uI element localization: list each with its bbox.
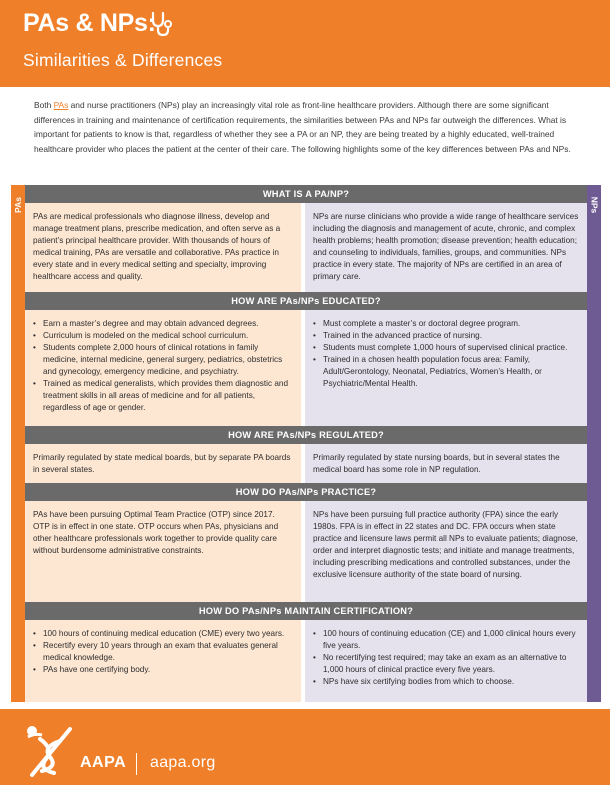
- list-item: • NPs have six certifying bodies from which to choose.: [313, 676, 579, 688]
- list-item: • Trained in the advanced practice of nursing.: [313, 330, 579, 342]
- list-item: • Trained as medical generalists, which provides them diagnostic and treatment skills in all areas of medicine and for all patients, regardless of age or gender.: [33, 378, 293, 414]
- header-banner: [0, 0, 610, 87]
- np-certification-cell: [305, 620, 587, 702]
- list-item: • Trained in a chosen health population focus area: Family, Adult/Gerontology, Neonatal, Pediatrics, Women’s Health, or Psychiatric/Mental Health.: [313, 354, 579, 390]
- list-item: • PAs have one certifying body.: [33, 664, 293, 676]
- aapa-logo-text: AAPA: [80, 754, 127, 771]
- intro-paragraph: [34, 98, 582, 156]
- np-side-label: NPs: [589, 196, 600, 214]
- list-item: • Students must complete 1,000 hours of supervised clinical practice.: [313, 342, 579, 354]
- pa-practice-cell: PAs have been pursuing Optimal Team Practice (OTP) since 2017. OTP is in effect in one state. OTP occurs when PAs, physicians and other healthcare professionals work together to provide quality care without burdensome administrative constraints.: [25, 501, 301, 602]
- section-heading-certification: HOW DO PAs/NPs MAINTAIN CERTIFICATION?: [25, 602, 587, 620]
- np-regulation-cell: Primarily regulated by state nursing boards, but in several states the medical board has some role in NP regulation.: [305, 444, 587, 483]
- footer-url-link[interactable]: aapa.org: [150, 754, 216, 771]
- pa-link[interactable]: PAs: [53, 100, 69, 110]
- list-item: • Recertify every 10 years through an exam that evaluates general medical knowledge.: [33, 640, 293, 664]
- np-side-bar: [587, 185, 601, 702]
- np-education-cell: [305, 310, 587, 426]
- np-what-is-cell: NPs are nurse clinicians who provide a wide range of healthcare services including the diagnosis and management of acute, chronic, and complex health problems; health promotion; disease prevention; health education; and counseling to individuals, families, groups, and communities. NPs practice in every state. The majority of NPs are certified in an area of primary care.: [305, 203, 587, 292]
- pa-side-bar: [11, 185, 25, 702]
- stethoscope-icon: [148, 10, 176, 38]
- pa-certification-cell: [25, 620, 301, 702]
- list-item: • No recertifying test required; may take an exam as an alternative to 1,000 hours of clinical practice every five years.: [313, 652, 579, 676]
- footer-banner: [0, 709, 610, 785]
- section-heading-what-is: WHAT IS A PA/NP?: [25, 185, 587, 203]
- aapa-caduceus-logo: [20, 719, 80, 781]
- pa-education-cell: [25, 310, 301, 426]
- list-item: • Curriculum is modeled on the medical school curriculum.: [33, 330, 293, 342]
- pa-side-label: PAs: [13, 197, 23, 213]
- page-title: PAs & NPs:: [23, 9, 156, 37]
- pa-regulation-cell: Primarily regulated by state medical boards, but by separate PA boards in several states.: [25, 444, 301, 483]
- section-heading-educated: HOW ARE PAs/NPs EDUCATED?: [25, 292, 587, 310]
- list-item: • Earn a master’s degree and may obtain advanced degrees.: [33, 318, 293, 330]
- intro-text: and nurse practitioners (NPs) play an increasingly vital role as front-line healthcare providers. Although there are some significant differences in training and maintenance of certification requirements, the similarities between PAs and NPs far outweigh the differences. What is important for patients to know is that, regardless of whether they see a PA or an NP, they are being treated by a highly educated, well-trained healthcare provider who places the patient at the center of their care. The following highlights some of the key differences between PAs and NPs.: [34, 100, 571, 154]
- list-item: • Must complete a master’s or doctoral degree program.: [313, 318, 579, 330]
- footer-divider: [136, 753, 137, 775]
- intro-prefix: Both: [34, 100, 54, 110]
- section-heading-regulated: HOW ARE PAs/NPs REGULATED?: [25, 426, 587, 444]
- list-item: • 100 hours of continuing medical education (CME) every two years.: [33, 628, 293, 640]
- list-item: • Students complete 2,000 hours of clinical rotations in family medicine, internal medicine, general surgery, pediatrics, obstetrics and gynecology, emergency medicine, and psychiatry.: [33, 342, 293, 378]
- np-practice-cell: NPs have been pursuing full practice authority (FPA) since the early 1980s. FPA is in effect in 22 states and DC. FPA occurs when state practice and licensure laws permit all NPs to evaluate patients; diagnose, order and interpret diagnostic tests; and initiate and manage treatments, including prescribing medications and controlled substances, under the exclusive licensure authority of the state board of nursing.: [305, 501, 587, 602]
- pa-what-is-cell: PAs are medical professionals who diagnose illness, develop and manage treatment plans, prescribe medication, and often serve as a patient’s principal healthcare provider. With thousands of hours of medical training, PAs are versatile and collaborative. PAs practice in every state and in every medical setting and specialty, improving healthcare access and quality.: [25, 203, 301, 292]
- page-subtitle: Similarities & Differences: [23, 50, 223, 70]
- list-item: • 100 hours of continuing education (CE) and 1,000 clinical hours every five years.: [313, 628, 579, 652]
- section-heading-practice: HOW DO PAs/NPs PRACTICE?: [25, 483, 587, 501]
